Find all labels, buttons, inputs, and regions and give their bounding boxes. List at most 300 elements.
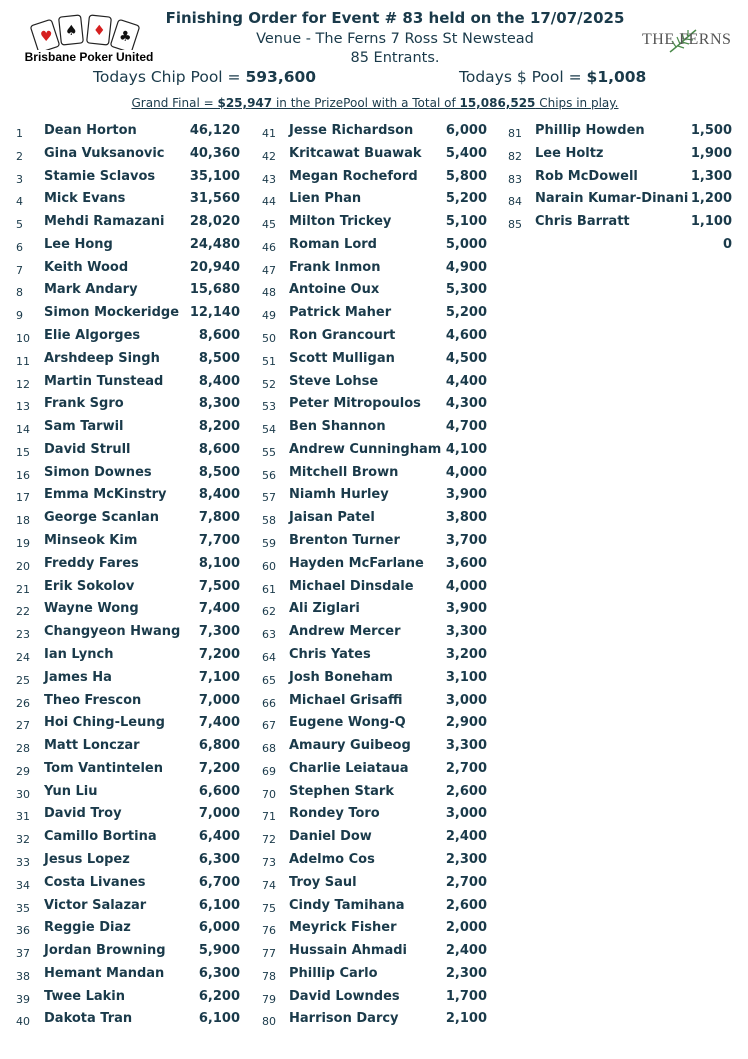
player-name: Scott Mulligan (289, 350, 395, 366)
finish-position: 54 (262, 423, 276, 437)
player-name: Changyeon Hwang (44, 624, 181, 640)
player-name: Rob McDowell (535, 168, 638, 184)
player-name: Ben Shannon (289, 419, 386, 435)
player-name: Amaury Guibeog (289, 738, 411, 754)
player-name: Josh Boneham (289, 669, 393, 685)
entrants-count: 85 Entrants. (350, 50, 440, 66)
chip-count: 8,400 (198, 487, 240, 503)
player-name: Chris Yates (289, 646, 371, 662)
chip-count: 3,800 (445, 510, 487, 526)
finish-position: 24 (16, 650, 30, 664)
finish-position: 84 (508, 195, 522, 209)
player-name: Antoine Oux (289, 282, 380, 298)
result-row (0, 714, 748, 732)
player-name: Stephen Stark (289, 783, 394, 799)
result-row (0, 509, 748, 527)
player-name: Lee Hong (44, 236, 113, 252)
finish-position: 50 (262, 332, 276, 346)
player-name: Camillo Bortina (44, 829, 157, 845)
result-row (0, 441, 748, 459)
finish-position: 19 (16, 537, 30, 551)
chip-count: 20,940 (189, 259, 240, 275)
finish-position: 6 (16, 240, 23, 254)
chip-count: 5,400 (445, 145, 487, 161)
chip-count: 5,900 (198, 943, 240, 959)
player-name: Gina Vuksanovic (44, 145, 165, 161)
chip-count: 1,200 (690, 191, 732, 207)
player-name: David Troy (44, 806, 122, 822)
player-name: Milton Trickey (289, 214, 392, 230)
chip-count: 6,600 (198, 783, 240, 799)
player-name: Megan Rocheford (289, 168, 418, 184)
chip-count: 2,000 (445, 920, 487, 936)
finish-position: 48 (262, 286, 276, 300)
player-name: Jesus Lopez (44, 851, 130, 867)
finish-position: 4 (16, 195, 23, 209)
player-name: Daniel Dow (289, 829, 372, 845)
chip-count: 4,300 (445, 396, 487, 412)
result-row (0, 828, 748, 846)
player-name: Victor Salazar (44, 897, 147, 913)
result-row (0, 122, 748, 140)
player-name: Eugene Wong-Q (289, 715, 406, 731)
chip-count: 7,200 (198, 646, 240, 662)
chip-count: 7,400 (198, 715, 240, 731)
player-name: Jordan Browning (44, 943, 166, 959)
player-name: Peter Mitropoulos (289, 396, 421, 412)
chip-count: 6,800 (198, 738, 240, 754)
player-name: Roman Lord (289, 236, 377, 252)
chip-count: 15,680 (189, 282, 240, 298)
chip-count: 5,800 (445, 168, 487, 184)
chip-count: 4,900 (445, 259, 487, 275)
result-row (0, 760, 748, 778)
player-name: Costa Livanes (44, 874, 146, 890)
finish-position: 25 (16, 673, 30, 687)
player-name: Mark Andary (44, 282, 138, 298)
player-name: Minseok Kim (44, 533, 138, 549)
result-row (0, 532, 748, 550)
finish-position: 47 (262, 263, 276, 277)
chip-count: 2,400 (445, 829, 487, 845)
finish-position: 13 (16, 400, 30, 414)
player-name: Patrick Maher (289, 305, 392, 321)
player-name: James Ha (44, 669, 112, 685)
result-row (0, 942, 748, 960)
finish-position: 46 (262, 240, 276, 254)
chip-count: 3,600 (445, 555, 487, 571)
result-row (0, 350, 748, 368)
player-name: Sam Tarwil (44, 419, 124, 435)
result-row (0, 851, 748, 869)
result-row (0, 669, 748, 687)
chip-count: 2,300 (445, 965, 487, 981)
svg-text:♠: ♠ (65, 23, 78, 39)
finish-position: 80 (262, 1015, 276, 1029)
result-row (0, 259, 748, 277)
finish-position: 7 (16, 263, 23, 277)
finish-position: 8 (16, 286, 23, 300)
ferns-logo-text: THE FERNS (642, 31, 732, 48)
result-row (0, 1010, 748, 1028)
finish-position: 33 (16, 855, 30, 869)
player-name: Keith Wood (44, 259, 129, 275)
finish-position: 37 (16, 947, 30, 961)
player-name: David Lowndes (289, 988, 400, 1004)
chip-count: 0 (722, 236, 732, 252)
finish-position: 82 (508, 149, 522, 163)
chip-count: 4,400 (445, 373, 487, 389)
chip-count: 2,900 (445, 715, 487, 731)
chip-count: 7,500 (198, 578, 240, 594)
result-row (0, 373, 748, 391)
finish-position: 32 (16, 833, 30, 847)
player-name: Ian Lynch (44, 646, 114, 662)
player-name: Phillip Carlo (289, 965, 378, 981)
chip-count: 3,700 (445, 533, 487, 549)
player-name: Niamh Hurley (289, 487, 389, 503)
finish-position: 39 (16, 992, 30, 1006)
result-row (0, 464, 748, 482)
finish-position: 85 (508, 218, 522, 232)
chip-count: 31,560 (189, 191, 240, 207)
finish-position: 16 (16, 468, 30, 482)
chip-count: 2,600 (445, 897, 487, 913)
player-name: Michael Dinsdale (289, 578, 414, 594)
chip-count: 12,140 (189, 305, 240, 321)
finish-position: 78 (262, 969, 276, 983)
chip-count: 7,000 (198, 692, 240, 708)
venue-line: Venue - The Ferns 7 Ross St Newstead (256, 31, 534, 47)
result-row (0, 692, 748, 710)
finish-position: 67 (262, 719, 276, 733)
finish-position: 1 (16, 127, 23, 140)
gf-text-2: in the PrizePool with a Total of (272, 96, 460, 110)
player-name: Ron Grancourt (289, 328, 396, 344)
result-row (0, 281, 748, 299)
chip-count: 1,700 (445, 988, 487, 1004)
player-name: Troy Saul (289, 874, 357, 890)
chip-count: 7,200 (198, 760, 240, 776)
player-name: Frank Sgro (44, 396, 124, 412)
finish-position: 30 (16, 787, 30, 801)
player-name: Andrew Cunningham (289, 441, 442, 457)
chip-count: 3,000 (445, 692, 487, 708)
player-name: Michael Grisaffi (289, 692, 403, 708)
finish-position: 38 (16, 969, 30, 983)
chip-count: 8,500 (198, 464, 240, 480)
finish-position: 68 (262, 742, 276, 756)
finish-position: 35 (16, 901, 30, 915)
gf-chips: 15,086,525 (459, 96, 536, 110)
finish-position: 15 (16, 445, 30, 459)
player-name: Hussain Ahmadi (289, 943, 408, 959)
finish-position: 22 (16, 605, 30, 619)
finish-position: 44 (262, 195, 276, 209)
chip-pool-value: 593,600 (245, 68, 317, 86)
finish-position: 49 (262, 309, 276, 323)
finish-position: 40 (16, 1015, 30, 1029)
player-name: Wayne Wong (44, 601, 139, 617)
chip-count: 5,300 (445, 282, 487, 298)
result-row (0, 988, 748, 1006)
chip-count: 46,120 (189, 123, 240, 138)
finish-position: 55 (262, 445, 276, 459)
chip-count: 1,100 (690, 214, 732, 230)
finish-position: 29 (16, 764, 30, 778)
player-name: Emma McKinstry (44, 487, 167, 503)
chip-count: 5,200 (445, 191, 487, 207)
chip-count: 6,300 (198, 965, 240, 981)
result-row (0, 236, 748, 254)
player-name: Jesse Richardson (289, 123, 414, 138)
finish-position: 57 (262, 491, 276, 505)
result-row (0, 600, 748, 618)
chip-pool-label: Todays Chip Pool = (93, 68, 246, 86)
chip-count: 4,000 (445, 464, 487, 480)
player-name: Cindy Tamihana (289, 897, 405, 913)
player-name: Dakota Tran (44, 1011, 133, 1027)
chip-count: 8,500 (198, 350, 240, 366)
player-name: Hayden McFarlane (289, 555, 424, 571)
result-row (0, 555, 748, 573)
player-name: Frank Inmon (289, 259, 381, 275)
finish-position: 26 (16, 696, 30, 710)
svg-text:♣: ♣ (119, 29, 132, 45)
finish-position: 76 (262, 924, 276, 938)
cash-pool-label: Todays $ Pool = (459, 68, 587, 86)
result-row (0, 805, 748, 823)
finish-position: 10 (16, 332, 30, 346)
chip-count: 2,300 (445, 851, 487, 867)
chip-count: 7,000 (198, 806, 240, 822)
finish-position: 20 (16, 559, 30, 573)
chip-count: 28,020 (189, 214, 240, 230)
chip-count: 3,100 (445, 669, 487, 685)
chip-count: 4,500 (445, 350, 487, 366)
chip-count: 3,300 (445, 738, 487, 754)
finish-position: 74 (262, 878, 276, 892)
chip-count: 8,300 (198, 396, 240, 412)
chip-count: 6,100 (198, 1011, 240, 1027)
player-name: Lee Holtz (535, 145, 604, 161)
title-mid: held on the (428, 9, 525, 27)
result-row (0, 783, 748, 801)
chip-count: 6,100 (198, 897, 240, 913)
player-name: Rondey Toro (289, 806, 380, 822)
finish-position: 27 (16, 719, 30, 733)
grand-final-line (0, 96, 748, 110)
result-row (0, 486, 748, 504)
finish-position: 28 (16, 742, 30, 756)
player-name: David Strull (44, 441, 131, 457)
finish-position: 23 (16, 628, 30, 642)
player-name: Tom Vantintelen (44, 760, 164, 776)
chip-count: 35,100 (189, 168, 240, 184)
page-title (0, 9, 748, 27)
finish-position: 72 (262, 833, 276, 847)
chip-count: 7,100 (198, 669, 240, 685)
chip-count: 2,600 (445, 783, 487, 799)
finish-position: 75 (262, 901, 276, 915)
result-row (0, 578, 748, 596)
result-row (0, 168, 748, 186)
finish-position: 79 (262, 992, 276, 1006)
result-row (0, 874, 748, 892)
result-row (0, 213, 748, 231)
finish-position: 14 (16, 423, 30, 437)
result-row (0, 327, 748, 345)
chip-count: 4,600 (445, 328, 487, 344)
chip-count: 2,700 (445, 760, 487, 776)
finish-position: 45 (262, 218, 276, 232)
finish-position: 17 (16, 491, 30, 505)
result-row (0, 395, 748, 413)
title-prefix: Finishing Order for Event # (165, 9, 398, 27)
finish-position: 18 (16, 514, 30, 528)
player-name: Elie Algorges (44, 328, 141, 344)
player-name: Hemant Mandan (44, 965, 165, 981)
finish-position: 9 (16, 309, 23, 323)
finish-position: 36 (16, 924, 30, 938)
chip-count: 8,600 (198, 441, 240, 457)
result-row (0, 623, 748, 641)
chip-count: 4,000 (445, 578, 487, 594)
finish-position: 34 (16, 878, 30, 892)
result-row (0, 304, 748, 322)
finish-position: 56 (262, 468, 276, 482)
chip-count: 2,700 (445, 874, 487, 890)
finish-position: 31 (16, 810, 30, 824)
finish-position: 61 (262, 582, 276, 596)
finish-position: 11 (16, 354, 30, 368)
event-date: 17/07/2025 (529, 9, 625, 27)
player-name: Erik Sokolov (44, 578, 135, 594)
svg-text:♦: ♦ (93, 23, 106, 39)
chip-count: 3,300 (445, 624, 487, 640)
svg-text:♥: ♥ (40, 29, 53, 45)
player-name: Meyrick Fisher (289, 920, 397, 936)
result-row (0, 897, 748, 915)
gf-text-1: Grand Final = (131, 96, 218, 110)
chip-count: 4,700 (445, 419, 487, 435)
chip-count: 6,200 (198, 988, 240, 1004)
chip-count: 40,360 (189, 145, 240, 161)
chip-count: 6,000 (198, 920, 240, 936)
chip-count: 2,400 (445, 943, 487, 959)
player-name: Narain Kumar-Dinani (535, 191, 689, 207)
chip-count: 24,480 (189, 236, 240, 252)
chip-count: 7,300 (198, 624, 240, 640)
player-name: Phillip Howden (535, 123, 645, 138)
player-name: Matt Lonczar (44, 738, 140, 754)
player-name: Harrison Darcy (289, 1011, 399, 1027)
player-name: Simon Downes (44, 464, 152, 480)
result-row (0, 145, 748, 163)
finish-position: 41 (262, 127, 276, 140)
player-name: Yun Liu (44, 783, 98, 799)
finish-position: 66 (262, 696, 276, 710)
chip-count: 3,900 (445, 601, 487, 617)
finish-position: 2 (16, 149, 23, 163)
chip-count: 5,100 (445, 214, 487, 230)
player-name: George Scanlan (44, 510, 160, 526)
player-name: Mehdi Ramazani (44, 214, 165, 230)
result-row (0, 919, 748, 937)
result-row (0, 418, 748, 436)
player-name: Mitchell Brown (289, 464, 399, 480)
cash-pool (459, 68, 646, 86)
player-name: Chris Barratt (535, 214, 630, 230)
chip-count: 8,400 (198, 373, 240, 389)
player-name: Ali Ziglari (289, 601, 360, 617)
player-name: Simon Mockeridge (44, 305, 180, 321)
player-name: Theo Frescon (44, 692, 142, 708)
finish-position: 5 (16, 218, 23, 232)
player-name: Dean Horton (44, 123, 137, 138)
player-name: Reggie Diaz (44, 920, 131, 936)
chip-count: 6,000 (445, 123, 487, 138)
chip-count: 2,100 (445, 1011, 487, 1027)
finish-position: 58 (262, 514, 276, 528)
chip-count: 7,400 (198, 601, 240, 617)
player-name: Jaisan Patel (289, 510, 375, 526)
finish-position: 43 (262, 172, 276, 186)
player-name: Arshdeep Singh (44, 350, 160, 366)
player-name: Hoi Ching-Leung (44, 715, 165, 731)
chip-pool (93, 68, 316, 86)
finish-position: 21 (16, 582, 30, 596)
chip-count: 3,200 (445, 646, 487, 662)
player-name: Mick Evans (44, 191, 126, 207)
chip-count: 7,800 (198, 510, 240, 526)
chip-count: 1,500 (690, 123, 732, 138)
player-name: Adelmo Cos (289, 851, 375, 867)
event-number: 83 (402, 9, 424, 27)
chip-count: 5,000 (445, 236, 487, 252)
chip-count: 5,200 (445, 305, 487, 321)
chip-count: 8,200 (198, 419, 240, 435)
result-row (0, 646, 748, 664)
cash-pool-value: $1,008 (586, 68, 647, 86)
finish-position: 3 (16, 172, 23, 186)
player-name: Andrew Mercer (289, 624, 401, 640)
finish-position: 69 (262, 764, 276, 778)
finish-position: 81 (508, 127, 522, 140)
logo-caption: Brisbane Poker United (24, 50, 154, 64)
finish-position: 83 (508, 172, 522, 186)
player-name: Kritcawat Buawak (289, 145, 422, 161)
finish-position: 65 (262, 673, 276, 687)
chip-count: 6,400 (198, 829, 240, 845)
player-name: Brenton Turner (289, 533, 400, 549)
finish-position: 71 (262, 810, 276, 824)
chip-count: 7,700 (198, 533, 240, 549)
finish-position: 42 (262, 149, 276, 163)
chip-count: 8,600 (198, 328, 240, 344)
player-name: Charlie Leiataua (289, 760, 409, 776)
finish-position: 52 (262, 377, 276, 391)
finish-position: 70 (262, 787, 276, 801)
player-name: Martin Tunstead (44, 373, 164, 389)
chip-count: 3,900 (445, 487, 487, 503)
finish-position: 51 (262, 354, 276, 368)
finish-position: 63 (262, 628, 276, 642)
result-row (0, 737, 748, 755)
finish-position: 62 (262, 605, 276, 619)
chip-count: 1,900 (690, 145, 732, 161)
finish-position: 77 (262, 947, 276, 961)
